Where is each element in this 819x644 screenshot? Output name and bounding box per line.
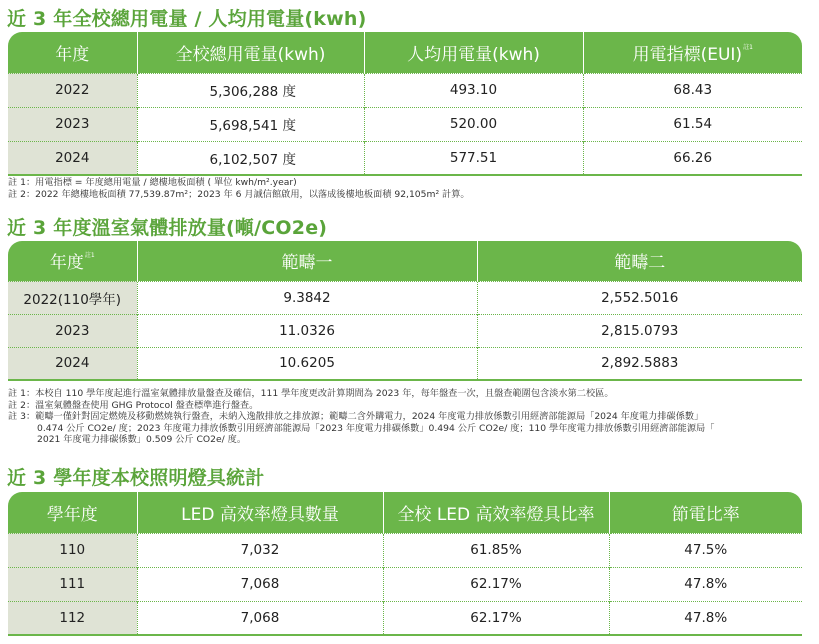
table-row [8, 141, 802, 175]
cell-eui: 61.54 [583, 107, 802, 141]
ghg-notes [8, 388, 714, 446]
note-line: 註 3：範疇一僅針對固定燃燒及移動燃燒執行盤查，未納入逸散排放之排放源；範疇二含外購電力，2024 年度電力排放係數引用經濟部能源局「2024 年度電力排碳係數」 [8, 411, 704, 423]
header-eui [583, 32, 802, 73]
cell-scope-2: 2,815.0793 [477, 314, 802, 347]
table-row [8, 567, 802, 601]
cell-per-capita: 577.51 [364, 141, 583, 175]
header-led-ratio: 全校 LED 高效率燈具比率 [383, 492, 609, 533]
cell-year: 2024 [8, 141, 137, 175]
cell-scope-1: 11.0326 [137, 314, 477, 347]
cell-total: 6,102,507 度 [137, 141, 364, 175]
table-row [8, 73, 802, 107]
cell-total: 5,306,288 度 [137, 73, 364, 107]
cell-school-year: 111 [8, 567, 137, 601]
table-row [8, 347, 802, 380]
ghg-section-title: 近 3 年度溫室氣體排放量(噸/CO2e) [7, 217, 328, 239]
lighting-header-row [8, 492, 802, 533]
header-year: 年度 [8, 32, 137, 73]
header-total-usage: 全校總用電量(kwh) [137, 32, 364, 73]
header-school-year: 學年度 [8, 492, 137, 533]
cell-year: 2022 [8, 73, 137, 107]
cell-scope-1: 10.6205 [137, 347, 477, 380]
cell-school-year: 112 [8, 601, 137, 635]
table-row [8, 601, 802, 635]
note-line: 註 2：2022 年總樓地板面積 77,539.87m²；2023 年 6 月誠信館啟用，以落成後樓地板面積 92,105m² 計算。 [8, 188, 470, 200]
note-line: 註 1：用電指標 = 年度總用電量 / 總樓地板面積 ( 單位 kwh/m².year) [8, 177, 297, 188]
electricity-notes [8, 177, 470, 200]
header-led-count: LED 高效率燈具數量 [137, 492, 383, 533]
cell-year: 2023 [8, 314, 137, 347]
cell-year: 2023 [8, 107, 137, 141]
cell-eui: 66.26 [583, 141, 802, 175]
electricity-table [8, 32, 802, 176]
header-year-label: 年度 [49, 253, 84, 274]
ghg-header-row [8, 241, 802, 281]
cell-saving-ratio: 47.8% [609, 567, 802, 601]
note-line: 註 1：本校自 110 學年度起進行溫室氣體排放量盤查及確信，111 學年度更改計算期間為 2023 年，每年盤查一次，且盤查範圍包含淡水第二校區。 [8, 388, 614, 399]
cell-eui: 68.43 [583, 73, 802, 107]
header-eui-label: 用電指標(EUI) [632, 44, 743, 65]
cell-year: 2022(110學年) [8, 281, 137, 314]
note-line: 註 2：溫室氣體盤查使用 GHG Protocol 盤查標準進行盤查。 [8, 399, 259, 411]
cell-led-ratio: 62.17% [383, 567, 609, 601]
note-line: 2021 年度電力排碳係數」0.509 公斤 CO2e/ 度。 [37, 434, 247, 446]
cell-saving-ratio: 47.5% [609, 533, 802, 567]
cell-per-capita: 520.00 [364, 107, 583, 141]
cell-scope-2: 2,892.5883 [477, 347, 802, 380]
header-eui-note: 註1 [743, 43, 753, 51]
cell-year: 2024 [8, 347, 137, 380]
table-row [8, 314, 802, 347]
cell-scope-1: 9.3842 [137, 281, 477, 314]
header-scope-1: 範疇一 [137, 241, 477, 281]
electricity-header-row [8, 32, 802, 73]
cell-led-count: 7,068 [137, 601, 383, 635]
cell-saving-ratio: 47.8% [609, 601, 802, 635]
table-row [8, 533, 802, 567]
cell-led-count: 7,068 [137, 567, 383, 601]
cell-scope-2: 2,552.5016 [477, 281, 802, 314]
ghg-table [8, 241, 802, 381]
header-scope-2: 範疇二 [477, 241, 802, 281]
cell-led-ratio: 61.85% [383, 533, 609, 567]
table-row [8, 281, 802, 314]
table-row [8, 107, 802, 141]
cell-led-count: 7,032 [137, 533, 383, 567]
header-year-note: 註1 [84, 252, 95, 260]
cell-total: 5,698,541 度 [137, 107, 364, 141]
header-year [8, 241, 137, 281]
cell-per-capita: 493.10 [364, 73, 583, 107]
electricity-section-title: 近 3 年全校總用電量 / 人均用電量(kwh) [7, 8, 367, 30]
lighting-table [8, 492, 802, 636]
lighting-section-title: 近 3 學年度本校照明燈具統計 [7, 467, 265, 489]
header-per-capita: 人均用電量(kwh) [364, 32, 583, 73]
note-line: 0.474 公斤 CO2e/ 度；2023 年度電力排放係數引用經濟部能源局「2023 年度電力排碳係數」0.494 公斤 CO2e/ 度；110 學年度電力排放係數引用經濟部能源局「 [37, 422, 715, 434]
cell-school-year: 110 [8, 533, 137, 567]
cell-led-ratio: 62.17% [383, 601, 609, 635]
header-saving-ratio: 節電比率 [609, 492, 802, 533]
